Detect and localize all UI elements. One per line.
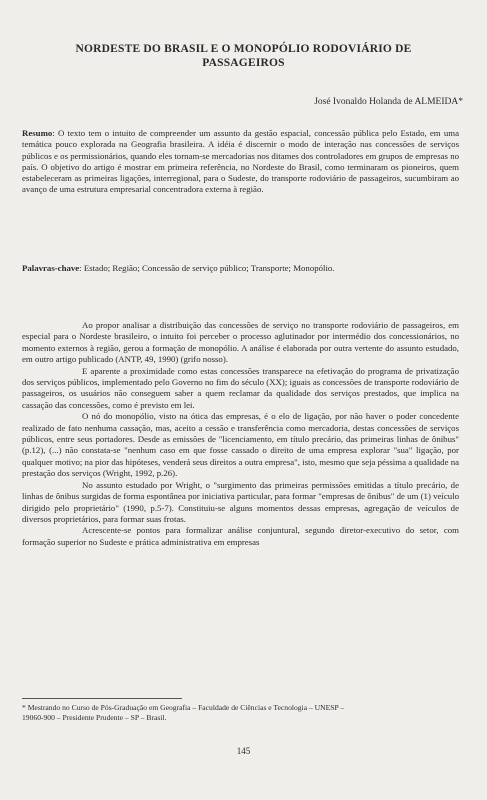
title-line-2: PASSAGEIROS [202,57,285,69]
body-paragraph: Ao propor analisar a distribuição das concessões de serviço no transporte rodoviário de passageiros, em especial para o Nordeste brasileiro, o intuito foi perceber o processo aglutinador por intermédio dos concessionários, no momento externos à região, gerou a formação de monopólio. A análise é elaborada por outra vertente do assunto estudado, em outro artigo publicado (ANTP, 49, 1990) (grifo nosso). [22,320,459,365]
footnote-line-2: 19060-900 – Presidente Prudente – SP – Brasil. [22,713,167,722]
body-paragraph: Acrescente-se pontos para formalizar análise conjuntural, segundo diretor-executivo do setor, com formação superior no Sudeste e prática administrativa em empresas [22,525,459,547]
title-line-1: NORDESTE DO BRASIL E O MONOPÓLIO RODOVIÁRIO DE [75,43,412,55]
article-title [20,42,467,70]
abstract [22,128,459,196]
article-body [22,320,459,548]
abstract-label: Resumo [22,128,53,138]
footnote-divider [22,698,182,699]
body-paragraph: E aparente a proximidade como estas concessões transparece na efetivação do programa de privatização dos serviços públicos, implementado pelo Governo no fim do século (XX); iguais as concessões de transporte rodoviário de passageiros, os usuários não conseguem saber a quem reclamar da qualidade dos serviços prestados, que implica na cassação das concessões, como é previsto em lei. [22,365,459,410]
footnote-line-1: * Mestrando no Curso de Pós-Graduação em Geografia – Faculdade de Ciências e Tecnologia – UNESP – [22,703,345,712]
keywords-text: : Estado; Região; Concessão de serviço público; Transporte; Monopólio. [79,263,335,273]
page-number: 145 [236,746,251,756]
keywords [22,262,459,274]
footnote [22,703,459,723]
keywords-label: Palavras-chave [22,263,80,273]
author-name: José Ivonaldo Holanda de ALMEIDA* [314,97,463,107]
body-paragraph: O nó do monopólio, visto na ótica das empresas, é o elo de ligação, por não haver o poder concedente realizado de fato nenhuma cassação, mas, aceito a cessão e transferência como mercadoria, destas concessões de serviços públicos, entre seus portadores. Desde as emissões de "licenciamento, em título precário, das primeiras linhas de ônibus" (p.12), (...) não constata-se "nenhum caso em que fosse cassado o direito de uma empresa explorar "sua" ligação, por qualquer motivo; na pior das hipóteses, venderá seus direitos a outra empresa", isto, mesmo que seja péssima a qualidade na prestação dos serviços (Wright, 1992, p.26). [22,411,459,479]
body-paragraph: No assunto estudado por Wright, o "surgimento das primeiras permissões emitidas a título precário, de linhas de ônibus surgidas de forma espontânea por iniciativa particular, para formar "empresas de ônibus" de um (1) veículo dirigido pelo proprietário" (1990, p.5-7). Constituiu-se alguns momentos dessas empresas, agregação de veículos de diversos proprietários, para formar suas frotas. [22,479,459,524]
abstract-text: : O texto tem o intuito de compreender um assunto da gestão espacial, concessão pública pelo Estado, em uma temática pouco explorada na Geografia brasileira. A idéia é discernir o modo de interação nas concessões de serviços públicos e os permissionários, quando eles tornam-se mercadorias nos ditames dos controladores em grupos de empresas no país. O objetivo do artigo é mostrar em primeira referência, no Nordeste do Brasil, como terminaram os pioneiros, quem estabeleceram as primeiras ligações, interregional, para o Sudeste, do transporte rodoviário de passageiros, sucumbiram ao avanço de uma estrutura empresarial concentradora externa à região. [22,128,459,195]
